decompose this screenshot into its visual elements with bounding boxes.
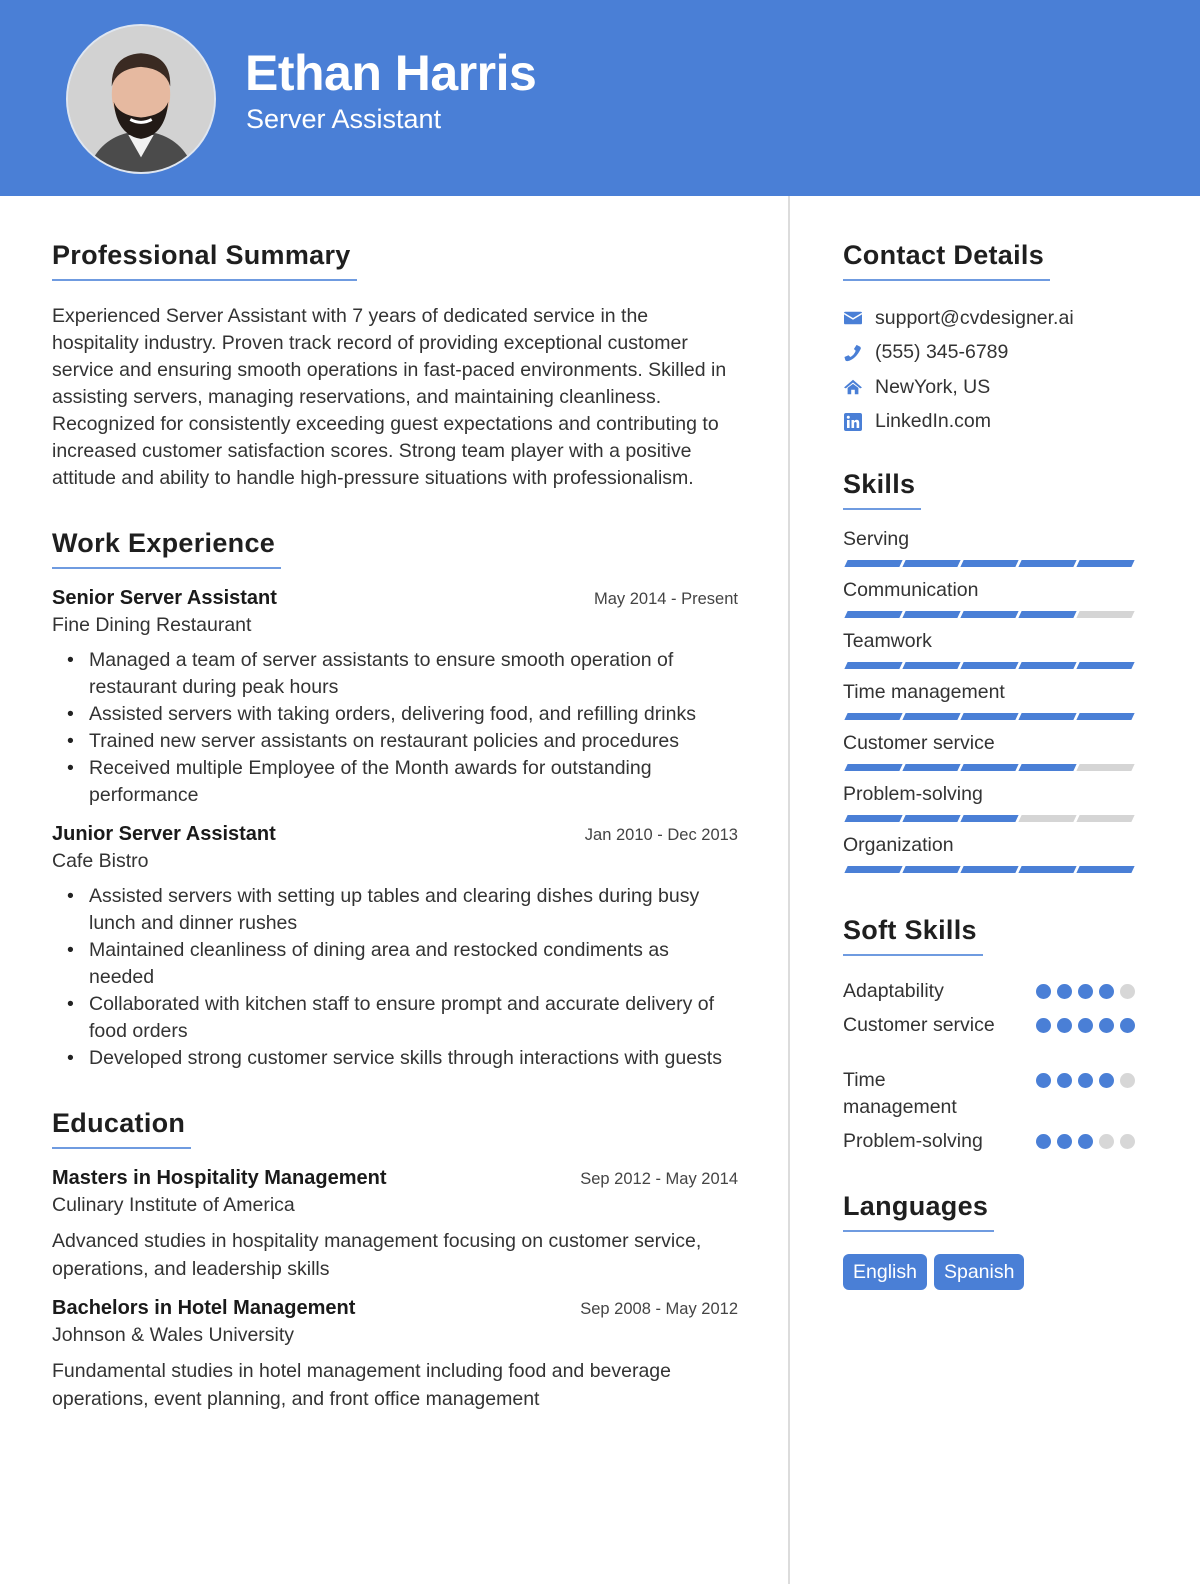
skill-name: Problem-solving [843, 783, 983, 805]
contact-value: LinkedIn.com [875, 410, 991, 433]
rating-dot-icon [1099, 984, 1114, 999]
skill-level-segment [1076, 662, 1134, 669]
skill-level-segment [902, 662, 960, 669]
section-title: Education [52, 1108, 191, 1149]
skill-level-segment [960, 611, 1018, 618]
experience-entry [52, 587, 738, 809]
sidebar-column [843, 240, 1135, 1318]
soft-skill-rating [1036, 1067, 1135, 1088]
avatar [66, 24, 216, 174]
experience-section [52, 528, 738, 1072]
skill-level-bar [843, 560, 1135, 567]
skill-level-segment [1076, 611, 1134, 618]
bullet-item: • Collaborated with kitchen staff to ensure prompt and accurate delivery of food orders [89, 991, 738, 1045]
education-date: Sep 2008 - May 2012 [580, 1300, 738, 1318]
skill-level-segment [1076, 713, 1134, 720]
skill-name: Serving [843, 528, 910, 550]
column-divider [788, 196, 790, 1584]
job-date: May 2014 - Present [594, 590, 738, 608]
rating-dot-icon [1078, 1134, 1093, 1149]
skill-level-bar [843, 662, 1135, 669]
skill-level-segment [960, 866, 1018, 873]
rating-dot-icon [1099, 1018, 1114, 1033]
rating-dot-icon [1036, 1018, 1051, 1033]
soft-skill-item [843, 1067, 1135, 1121]
soft-skill-rating [1036, 978, 1135, 999]
education-date: Sep 2012 - May 2014 [580, 1170, 738, 1188]
contact-section [843, 240, 1135, 439]
main-column [52, 240, 738, 1441]
home-icon [843, 377, 863, 397]
rating-dot-icon [1078, 1018, 1093, 1033]
rating-dot-icon [1057, 984, 1072, 999]
education-entry [52, 1167, 738, 1283]
soft-skill-name: Problem-solving [843, 1130, 983, 1152]
bullet-item: • Received multiple Employee of the Month awards for outstanding performance [89, 755, 738, 809]
skill-level-bar [843, 815, 1135, 822]
skill-item [843, 577, 1135, 618]
soft-skill-item [843, 1128, 1135, 1155]
bullet-item: • Managed a team of server assistants to ensure smooth operation of restaurant during peak hours [89, 647, 738, 701]
rating-dot-icon [1120, 1134, 1135, 1149]
rating-dot-icon [1078, 1073, 1093, 1088]
degree-title: Masters in Hospitality Management [52, 1167, 387, 1189]
soft-skill-name: Time management [843, 1069, 957, 1118]
skill-level-segment [844, 611, 902, 618]
skill-level-bar [843, 611, 1135, 618]
candidate-role: Server Assistant [246, 104, 442, 134]
contact-location [843, 370, 1135, 405]
contact-value: (555) 345-6789 [875, 341, 1009, 364]
skill-level-segment [902, 611, 960, 618]
education-entry [52, 1297, 738, 1413]
skill-name: Customer service [843, 732, 995, 754]
education-section [52, 1108, 738, 1413]
skill-level-segment [844, 560, 902, 567]
skill-level-segment [960, 662, 1018, 669]
school-name: Culinary Institute of America [52, 1194, 295, 1216]
skill-level-segment [902, 713, 960, 720]
soft-skill-name: Adaptability [843, 980, 944, 1002]
job-title: Junior Server Assistant [52, 823, 276, 845]
skill-level-segment [960, 815, 1018, 822]
rating-dot-icon [1120, 1018, 1135, 1033]
skill-level-segment [844, 815, 902, 822]
bullet-item: • Assisted servers with setting up tables and clearing dishes during busy lunch and dinner rushes [89, 883, 738, 937]
skill-level-segment [960, 560, 1018, 567]
rating-dot-icon [1036, 984, 1051, 999]
skills-section [843, 469, 1135, 873]
bullet-item: • Trained new server assistants on restaurant policies and procedures [89, 728, 738, 755]
skill-level-segment [1018, 764, 1076, 771]
section-title: Skills [843, 469, 921, 510]
rating-dot-icon [1078, 984, 1093, 999]
company-name: Fine Dining Restaurant [52, 614, 252, 636]
skill-item [843, 781, 1135, 822]
skill-level-segment [1018, 815, 1076, 822]
skill-name: Organization [843, 834, 954, 856]
phone-icon [843, 343, 863, 363]
rating-dot-icon [1099, 1134, 1114, 1149]
rating-dot-icon [1057, 1073, 1072, 1088]
soft-skills-section [843, 915, 1135, 1155]
skill-level-segment [844, 713, 902, 720]
rating-dot-icon [1057, 1134, 1072, 1149]
skill-level-segment [1076, 866, 1134, 873]
rating-dot-icon [1036, 1134, 1051, 1149]
education-description: Fundamental studies in hotel management including food and beverage operations, event planning, and front office management [52, 1360, 672, 1410]
contact-phone[interactable] [843, 336, 1135, 371]
job-title: Senior Server Assistant [52, 587, 277, 609]
skill-level-segment [844, 866, 902, 873]
skill-level-segment [902, 815, 960, 822]
section-title: Contact Details [843, 240, 1050, 281]
skill-item [843, 526, 1135, 567]
rating-dot-icon [1120, 984, 1135, 999]
skill-level-segment [1018, 662, 1076, 669]
education-description: Advanced studies in hospitality management focusing on customer service, operations, and leadership skills [52, 1230, 702, 1280]
skill-level-segment [902, 866, 960, 873]
contact-linkedin[interactable] [843, 405, 1135, 440]
degree-title: Bachelors in Hotel Management [52, 1297, 356, 1319]
bullet-item: • Maintained cleanliness of dining area and restocked condiments as needed [89, 937, 738, 991]
skill-level-segment [844, 662, 902, 669]
profile-photo-icon [68, 26, 214, 172]
skill-level-segment [1076, 560, 1134, 567]
summary-text: Experienced Server Assistant with 7 years of dedicated service in the hospitality industry. Proven track record of providing exceptional customer service and ensuring smooth operations in fast-paced environments. Skilled in assisting servers, managing reservations, and maintaining cleanliness. Recognized for consistently exceeding guest expectations and contributing to increased customer satisfaction scores. Strong team player with a positive attitude and ability to handle high-pressure situations with professionalism. [52, 305, 727, 489]
skill-level-segment [960, 713, 1018, 720]
job-bullets [52, 883, 738, 1072]
skill-item [843, 832, 1135, 873]
section-title: Soft Skills [843, 915, 983, 956]
skill-name: Communication [843, 579, 979, 601]
soft-skill-rating [1036, 1128, 1135, 1149]
candidate-name: Ethan Harris [245, 45, 537, 101]
rating-dot-icon [1120, 1073, 1135, 1088]
soft-skill-name: Customer service [843, 1014, 995, 1036]
skill-level-segment [1018, 560, 1076, 567]
skill-level-segment [960, 764, 1018, 771]
skill-level-segment [902, 764, 960, 771]
skill-level-bar [843, 866, 1135, 873]
section-title: Work Experience [52, 528, 281, 569]
soft-skill-item [843, 978, 1135, 1005]
contact-value: support@cvdesigner.ai [875, 306, 1074, 329]
school-name: Johnson & Wales University [52, 1324, 295, 1346]
skill-item [843, 730, 1135, 771]
company-name: Cafe Bistro [52, 850, 149, 872]
bullet-item: • Developed strong customer service skills through interactions with guests [89, 1045, 738, 1072]
skill-item [843, 679, 1135, 720]
job-bullets [52, 647, 738, 809]
skill-level-bar [843, 764, 1135, 771]
section-title: Languages [843, 1191, 994, 1232]
skill-level-segment [1018, 611, 1076, 618]
language-badge: Spanish [934, 1254, 1024, 1290]
rating-dot-icon [1099, 1073, 1114, 1088]
soft-skill-rating [1036, 1012, 1135, 1033]
language-badge: English [843, 1254, 927, 1290]
skill-level-segment [1076, 815, 1134, 822]
section-title: Professional Summary [52, 240, 357, 281]
skill-level-segment [1018, 713, 1076, 720]
skill-name: Time management [843, 681, 1005, 703]
skill-level-segment [1018, 866, 1076, 873]
soft-skill-item [843, 1012, 1135, 1039]
contact-email[interactable] [843, 301, 1135, 336]
skill-level-segment [902, 560, 960, 567]
experience-entry [52, 823, 738, 1072]
job-date: Jan 2010 - Dec 2013 [584, 826, 738, 844]
rating-dot-icon [1036, 1073, 1051, 1088]
envelope-icon [843, 308, 863, 328]
skill-level-segment [1076, 764, 1134, 771]
linkedin-icon [843, 412, 863, 432]
bullet-item: • Assisted servers with taking orders, delivering food, and refilling drinks [89, 701, 738, 728]
skill-name: Teamwork [843, 630, 932, 652]
skill-item [843, 628, 1135, 669]
contact-value: NewYork, US [875, 375, 991, 398]
summary-section [52, 240, 738, 492]
skill-level-bar [843, 713, 1135, 720]
languages-section [843, 1191, 1135, 1290]
resume-header [0, 0, 1200, 196]
skill-level-segment [844, 764, 902, 771]
rating-dot-icon [1057, 1018, 1072, 1033]
